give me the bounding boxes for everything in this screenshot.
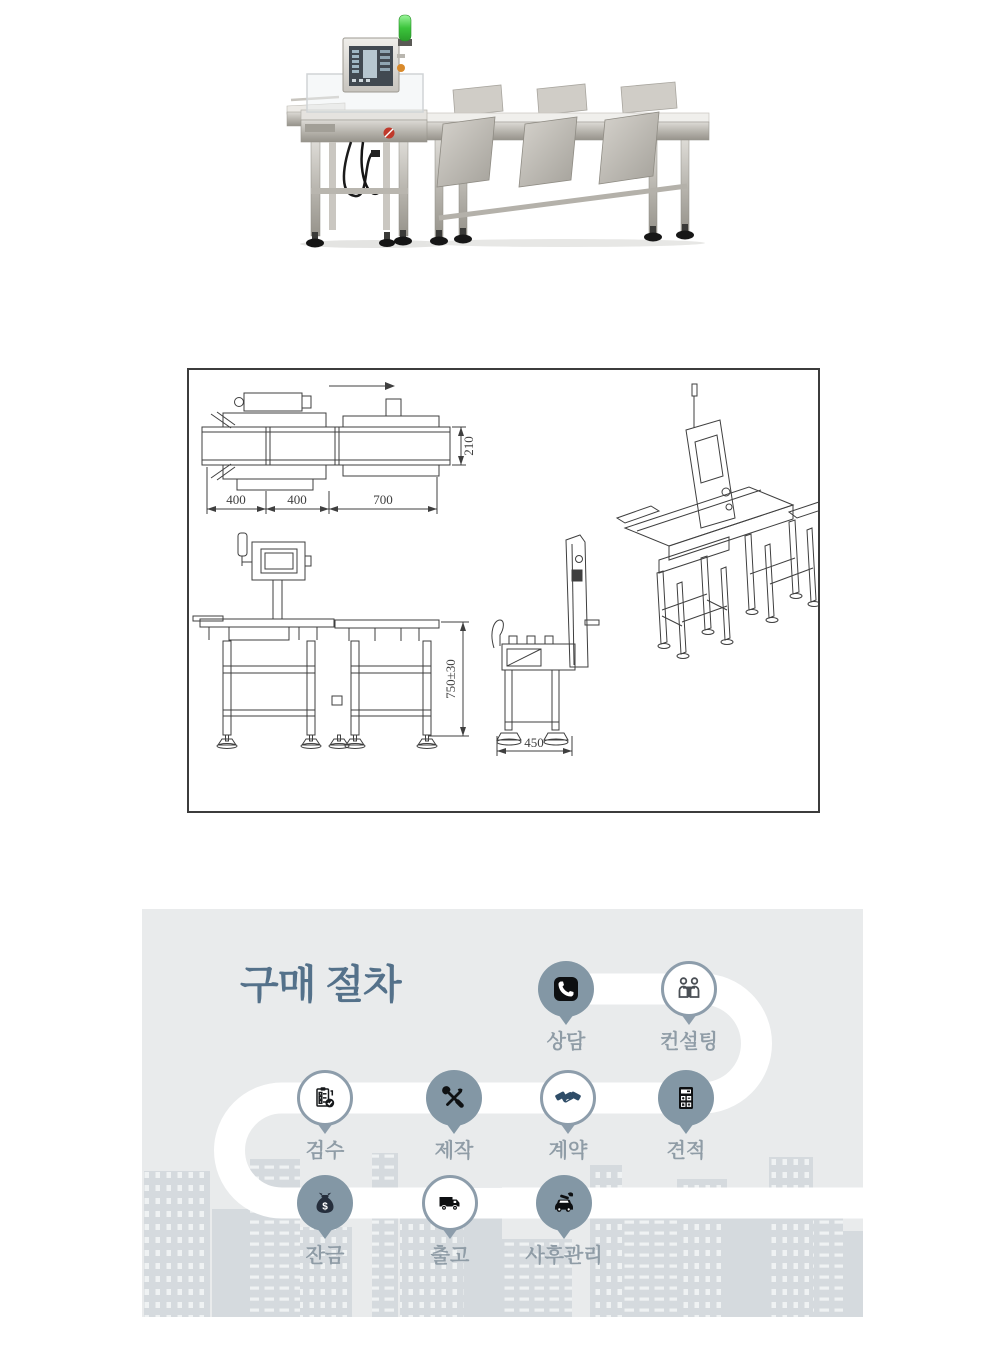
step-label: 계약 bbox=[548, 1140, 588, 1162]
technical-drawing bbox=[187, 368, 820, 813]
calculator-icon bbox=[671, 1083, 701, 1113]
purchase-process-section bbox=[142, 909, 863, 1317]
dim-infeed-length: 400 bbox=[226, 492, 246, 507]
section-title: 구매 절차 bbox=[240, 963, 401, 1007]
step-label: 제작 bbox=[434, 1140, 474, 1162]
truck-icon bbox=[435, 1188, 465, 1218]
dim-frame-depth: 450 bbox=[524, 735, 544, 750]
tools-icon bbox=[439, 1083, 469, 1113]
product-photo bbox=[285, 10, 720, 250]
dim-belt-width: 210 bbox=[461, 436, 476, 456]
car-service-icon bbox=[549, 1188, 579, 1218]
svg-text:$: $ bbox=[322, 1201, 328, 1213]
phone-icon bbox=[551, 974, 581, 1004]
dim-sorter-length: 700 bbox=[373, 492, 393, 507]
checkweigher-photo-illustration bbox=[285, 10, 720, 250]
step-label: 상담 bbox=[546, 1031, 586, 1053]
handshake-icon bbox=[553, 1083, 583, 1113]
step-label: 사후관리 bbox=[525, 1245, 603, 1267]
step-label: 잔금 bbox=[305, 1245, 345, 1267]
step-label: 컨설팅 bbox=[660, 1031, 718, 1053]
money-bag-icon bbox=[310, 1188, 340, 1218]
step-label: 견적 bbox=[666, 1140, 706, 1162]
dimension-drawing bbox=[189, 370, 818, 811]
clipboard-check-icon bbox=[310, 1083, 340, 1113]
dim-work-height: 750±30 bbox=[443, 659, 458, 699]
step-label: 검수 bbox=[305, 1140, 345, 1162]
consulting-people-icon bbox=[674, 974, 704, 1004]
dim-weigher-length: 400 bbox=[287, 492, 307, 507]
step-label: 출고 bbox=[430, 1245, 470, 1267]
